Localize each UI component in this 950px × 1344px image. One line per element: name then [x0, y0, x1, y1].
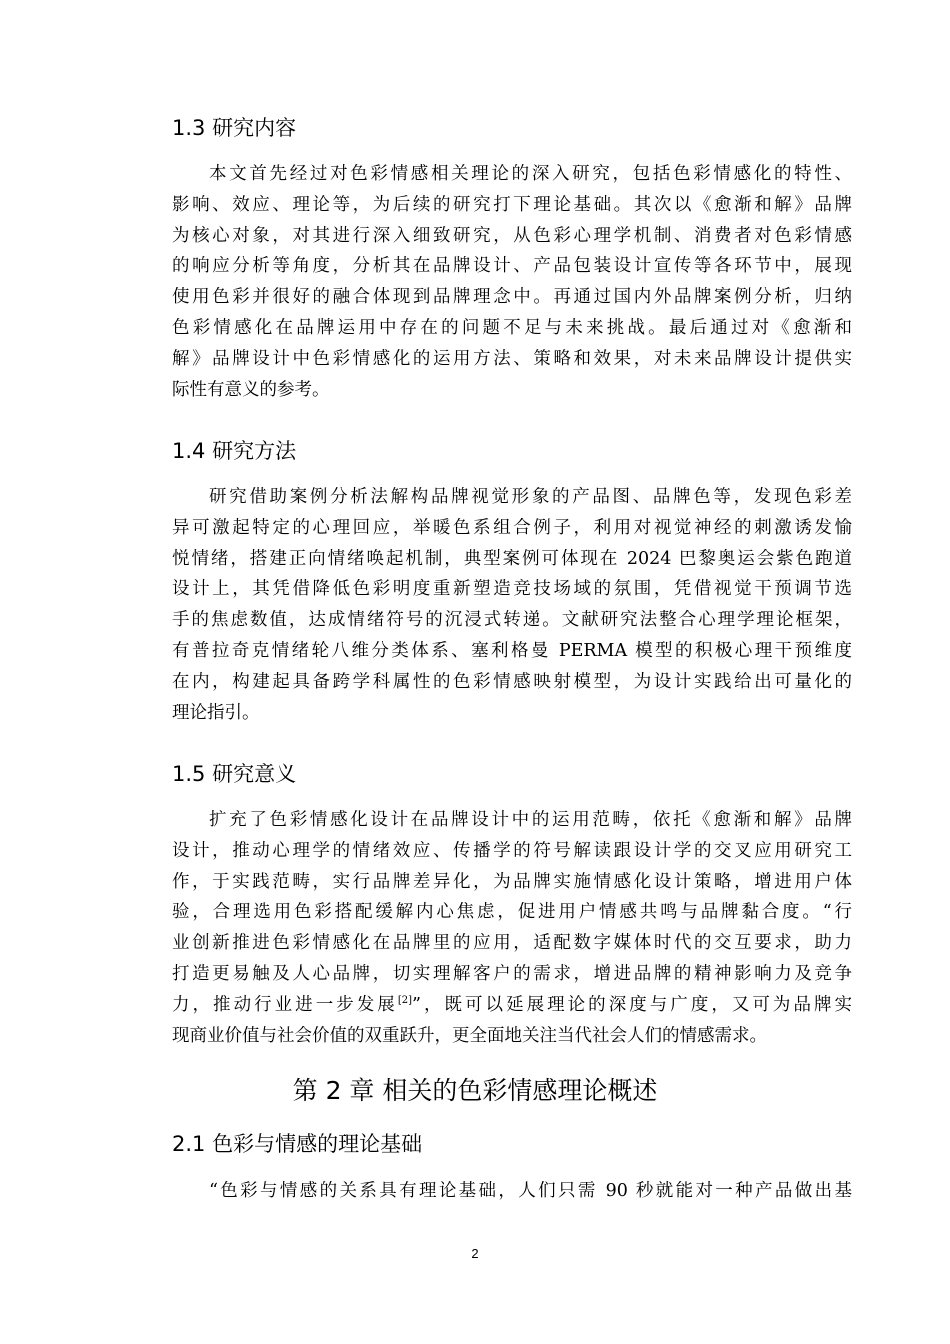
paragraph-line: 的响应分析等角度，分析其在品牌设计、产品包装设计宣传等各环节中，展现: [172, 256, 852, 277]
paragraph-line: 解》品牌设计中色彩情感化的运用方法、策略和效果，对未来品牌设计提供实: [172, 348, 852, 369]
paragraph-line: 际性有意义的参考。: [172, 379, 330, 400]
paragraph-line: 为核心对象，对其进行深入细致研究，从色彩心理学机制、消费者对色彩情感: [172, 225, 852, 246]
paragraph-line: 研究借助案例分析法解构品牌视觉形象的产品图、品牌色等，发现色彩差: [209, 487, 852, 507]
paragraph-line: 作，于实践范畴，实行品牌差异化，为品牌实施情感化设计策略，增进用户体: [172, 871, 852, 892]
paragraph-line: 色彩情感化在品牌运用中存在的问题不足与未来挑战。最后通过对《愈渐和: [172, 317, 852, 338]
paragraph-line: 使用色彩并很好的融合体现到品牌理念中。再通过国内外品牌案例分析，归纳: [172, 287, 852, 308]
paragraph-line: 手的焦虑数值，达成情绪符号的沉浸式转递。文献研究法整合心理学理论框架，: [172, 610, 852, 631]
section-1-3-paragraph: [172, 159, 852, 405]
line-text: 力，推动行业进一步发展: [172, 994, 398, 1015]
paragraph-line: 在内，构建起具备跨学科属性的色彩情感映射模型，为设计实践给出可量化的: [172, 671, 852, 692]
chapter-title: 第 2 章 相关的色彩情感理论概述: [292, 1076, 658, 1105]
line-text: ”，既可以延展理论的深度与广度，又可为品牌实: [411, 994, 853, 1015]
section-2-1-paragraph: [172, 1176, 852, 1207]
paragraph-line: 悦情绪，搭建正向情绪唤起机制，典型案例可体现在 2024 巴黎奥运会紫色跑道: [172, 548, 852, 569]
section-heading-1-3: 1.3 研究内容: [172, 116, 297, 140]
section-heading-1-4: 1.4 研究方法: [172, 439, 297, 463]
paragraph-line: 异可激起特定的心理回应，举暖色系组合例子，利用对视觉神经的刺激诱发愉: [172, 517, 852, 538]
paragraph-line: [172, 990, 852, 1021]
citation-marker: [2]: [397, 994, 412, 1006]
paragraph-line: 设计，推动心理学的情绪效应、传播学的符号解读跟设计学的交叉应用研究工: [172, 840, 852, 861]
paragraph-line: 业创新推进色彩情感化在品牌里的应用，适配数字媒体时代的交互要求，助力: [172, 933, 852, 954]
section-heading-1-5: 1.5 研究意义: [172, 762, 297, 786]
paragraph-line: “色彩与情感的关系具有理论基础，人们只需 90 秒就能对一种产品做出基: [209, 1181, 852, 1201]
paragraph-line: 有普拉奇克情绪轮八维分类体系、塞利格曼 PERMA 模型的积极心理干预维度: [172, 640, 852, 661]
paragraph-line: 影响、效应、理论等，为后续的研究打下理论基础。其次以《愈渐和解》品牌: [172, 194, 852, 215]
page-number: 2: [471, 1246, 479, 1261]
paragraph-line: 打造更易触及人心品牌，切实理解客户的需求，增进品牌的精神影响力及竞争: [172, 963, 852, 984]
paragraph-line: 本文首先经过对色彩情感相关理论的深入研究，包括色彩情感化的特性、: [209, 164, 852, 184]
paragraph-line: 验，合理选用色彩搭配缓解内心焦虑，促进用户情感共鸣与品牌黏合度。“行: [172, 902, 852, 923]
paragraph-line: 扩充了色彩情感化设计在品牌设计中的运用范畴，依托《愈渐和解》品牌: [209, 810, 852, 830]
section-1-4-paragraph: [172, 482, 852, 728]
section-1-5-paragraph: [172, 805, 852, 1051]
paragraph-line: 现商业价值与社会价值的双重跃升，更全面地关注当代社会人们的情感需求。: [172, 1025, 767, 1046]
paragraph-line: 设计上，其凭借降低色彩明度重新塑造竞技场域的氛围，凭借视觉干预调节选: [172, 579, 852, 600]
section-heading-2-1: 2.1 色彩与情感的理论基础: [172, 1132, 423, 1156]
paragraph-line: 理论指引。: [172, 702, 260, 723]
